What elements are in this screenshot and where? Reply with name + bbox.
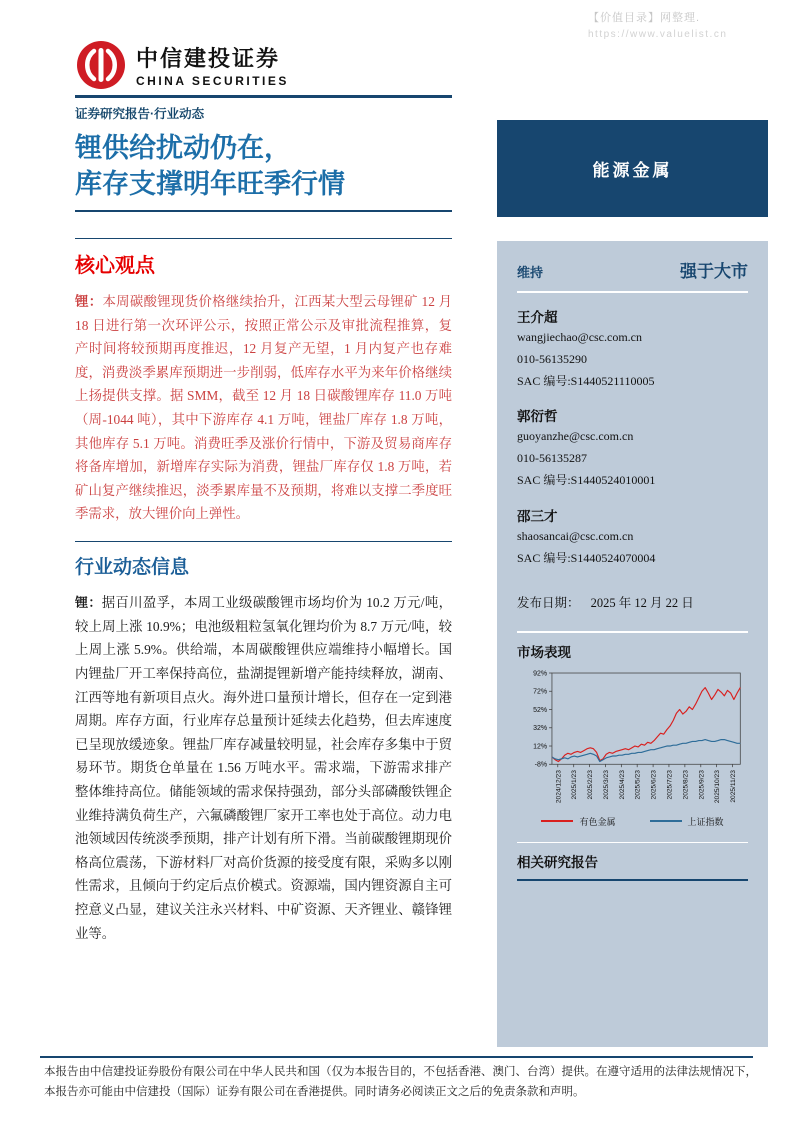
- analyst-name: 王介超: [517, 309, 558, 325]
- svg-text:2024/12/23: 2024/12/23: [555, 769, 563, 803]
- legend-label-nonferrous: 有色金属: [579, 816, 616, 827]
- watermark-text: 【价值目录】网整理.: [588, 12, 701, 24]
- analyst-name: 郭衍哲: [517, 409, 558, 425]
- market-performance-heading: 市场表现: [517, 644, 571, 660]
- core-lead: 锂：: [75, 294, 103, 309]
- rating-action: 维持: [517, 265, 544, 280]
- analyst-block: [517, 505, 748, 569]
- core-viewpoint-heading: 核心观点: [75, 255, 155, 277]
- svg-text:2025/5/23: 2025/5/23: [634, 769, 642, 799]
- sidebar-divider: [517, 291, 748, 293]
- main-column: [75, 104, 452, 945]
- industry-news-heading: 行业动态信息: [75, 556, 190, 578]
- svg-text:2025/9/23: 2025/9/23: [698, 769, 706, 799]
- svg-text:-8%: -8%: [534, 761, 548, 769]
- analyst-block: [517, 405, 748, 492]
- title-line-1: 锂供给扰动仍在，: [75, 133, 291, 163]
- svg-text:92%: 92%: [533, 669, 548, 677]
- watermark: [588, 10, 783, 42]
- analyst-name: 邵三才: [517, 508, 558, 524]
- sidebar-divider: [517, 631, 748, 633]
- sector-name: 能源金属: [592, 161, 673, 180]
- footer-line-2: 本报告亦可能由中信建投（国际）证券有限公司在香港提供。同时请务必阅读正文之后的免责条款和声明。: [44, 1086, 585, 1099]
- footer-line-1: 本报告由中信建投证券股份有限公司在中华人民共和国（仅为本报告目的，不包括香港、澳门、台湾）提供。在遵守适用的法律法规情况下，: [44, 1066, 757, 1078]
- publish-date-label: 发布日期：: [517, 596, 580, 610]
- publish-date-row: [517, 593, 748, 611]
- analyst-phone: 010-56135290: [517, 351, 587, 366]
- legend-swatch-index: [650, 820, 682, 822]
- analyst-email: wangjiechao@csc.com.cn: [517, 329, 642, 344]
- svg-text:2025/2/23: 2025/2/23: [587, 769, 595, 799]
- legend-swatch-nonferrous: [541, 820, 573, 822]
- legend-item-index: [650, 815, 724, 828]
- svg-text:32%: 32%: [533, 724, 548, 732]
- page-title: [75, 130, 452, 202]
- svg-text:2025/11/23: 2025/11/23: [730, 769, 738, 803]
- publish-date-value: 2025 年 12 月 22 日: [590, 596, 694, 610]
- citic-logo-icon: [76, 40, 126, 90]
- svg-text:2025/10/23: 2025/10/23: [714, 769, 722, 803]
- brand-name-en: CHINA SECURITIES: [136, 74, 289, 88]
- industry-lead: 锂：: [75, 594, 102, 610]
- sidebar-divider: [517, 842, 748, 844]
- core-divider: [75, 238, 452, 239]
- title-underline: [75, 210, 452, 212]
- watermark-url: https://www.valuelist.cn: [588, 28, 728, 40]
- sidebar-info-box: [497, 241, 768, 1047]
- related-reports-heading: 相关研究报告: [517, 855, 598, 870]
- svg-text:2025/1/23: 2025/1/23: [571, 769, 579, 799]
- industry-text: 据百川盈孚，本周工业级碳酸锂市场均价为 10.2 万元/吨，较上周上涨 10.9%；电池级粗粒氢氧化锂均价为 8.7 万元/吨，较上周上涨 5.9%。供给端，本周碳酸锂供应端维持小幅增长。国内锂盐厂开工率保持高位，盐湖提锂新增产能持续释放，湖南、江西等地有新项目点火。海外进口量预计增长，但存在一定到港周期。库存方面，行业库存总量预计延续去化趋势，但去库速度已呈现放缓迹象。锂盐厂库存减量较明显，社会库存多集中于贸易环节。期货仓单量在 1.56 万吨水平。需求端，下游需求排产整体维持高位。储能领域的需求保持强劲，部分头部磷酸铁锂企业维持满负荷生产，六氟磷酸锂厂家开工率也处于高位。动力电池领域因传统淡季预期，排产计划有所下滑。当前碳酸锂期现价格高位震荡，下游材料厂对高价货源的接受度有限，采购多以刚性需求，且倾向于约定后点价模式。资源端，国内锂资源自主可控意义凸显，建议关注永兴材料、中矿资源、天齐锂业、赣锋锂业等。: [75, 594, 452, 941]
- legend-label-index: 上证指数: [687, 816, 724, 827]
- industry-news-body: [75, 591, 452, 945]
- analyst-email: guoyanzhe@csc.com.cn: [517, 429, 634, 444]
- core-text: 本周碳酸锂现货价格继续抬升，江西某大型云母锂矿 12 月 18 日进行第一次环评公示，按照正常公示及审批流程推算，复产时间将较预期再度推迟，12 月复产无望，1 月内复产也存难度，消费淡季累库预期进一步削弱，低库存水平为来年价格继续上扬提供支撑。据 SMM，截至 12 月 18 日碳酸锂库存 11.0 万吨（周-1044 吨），其中下游库存 4.1 万吨，锂盐厂库存 1.8 万吨，其他库存 5.1 万吨。消费旺季及涨价行情中，下游及贸易商库存将备库增加，新增库存实际为消费，锂盐厂库存仅 1.8 万吨，若矿山复产继续推迟，淡季累库量不及预期，将难以支撑二季度旺季需求，放大锂价向上弹性。: [75, 294, 452, 522]
- svg-text:72%: 72%: [533, 688, 548, 696]
- chart-legend: [517, 815, 748, 828]
- svg-text:2025/7/23: 2025/7/23: [666, 769, 674, 799]
- analyst-block: [517, 306, 748, 393]
- legend-item-nonferrous: [541, 815, 615, 828]
- brand-header: [76, 40, 289, 90]
- svg-text:2025/3/23: 2025/3/23: [602, 769, 610, 799]
- svg-text:52%: 52%: [533, 706, 548, 714]
- analyst-email: shaosancai@csc.com.cn: [517, 528, 634, 543]
- sector-banner: [497, 120, 768, 217]
- analyst-sac: SAC 编号:S1440524070004: [517, 550, 656, 565]
- brand-name-cn: 中信建投证券: [136, 46, 281, 71]
- svg-text:12%: 12%: [533, 742, 548, 750]
- rating-row: [517, 257, 748, 282]
- title-line-2: 库存支撑明年旺季行情: [75, 169, 345, 199]
- analyst-sac: SAC 编号:S1440521110005: [517, 373, 655, 388]
- svg-text:2025/8/23: 2025/8/23: [682, 769, 690, 799]
- svg-text:2025/6/23: 2025/6/23: [650, 769, 658, 799]
- header-rule: [75, 95, 452, 98]
- footer-disclaimer: [44, 1062, 764, 1102]
- market-chart-svg: [517, 667, 750, 813]
- footer-rule: [40, 1056, 753, 1058]
- industry-divider: [75, 541, 452, 542]
- analyst-phone: 010-56135287: [517, 451, 587, 466]
- market-performance-chart: [517, 667, 748, 828]
- analyst-sac: SAC 编号:S1440524010001: [517, 473, 656, 488]
- svg-text:2025/4/23: 2025/4/23: [618, 769, 626, 799]
- core-viewpoint-body: [75, 290, 452, 526]
- rating-value: 强于大市: [680, 262, 748, 281]
- related-reports-rule: [517, 879, 748, 881]
- report-series-label: 证券研究报告·行业动态: [75, 107, 205, 121]
